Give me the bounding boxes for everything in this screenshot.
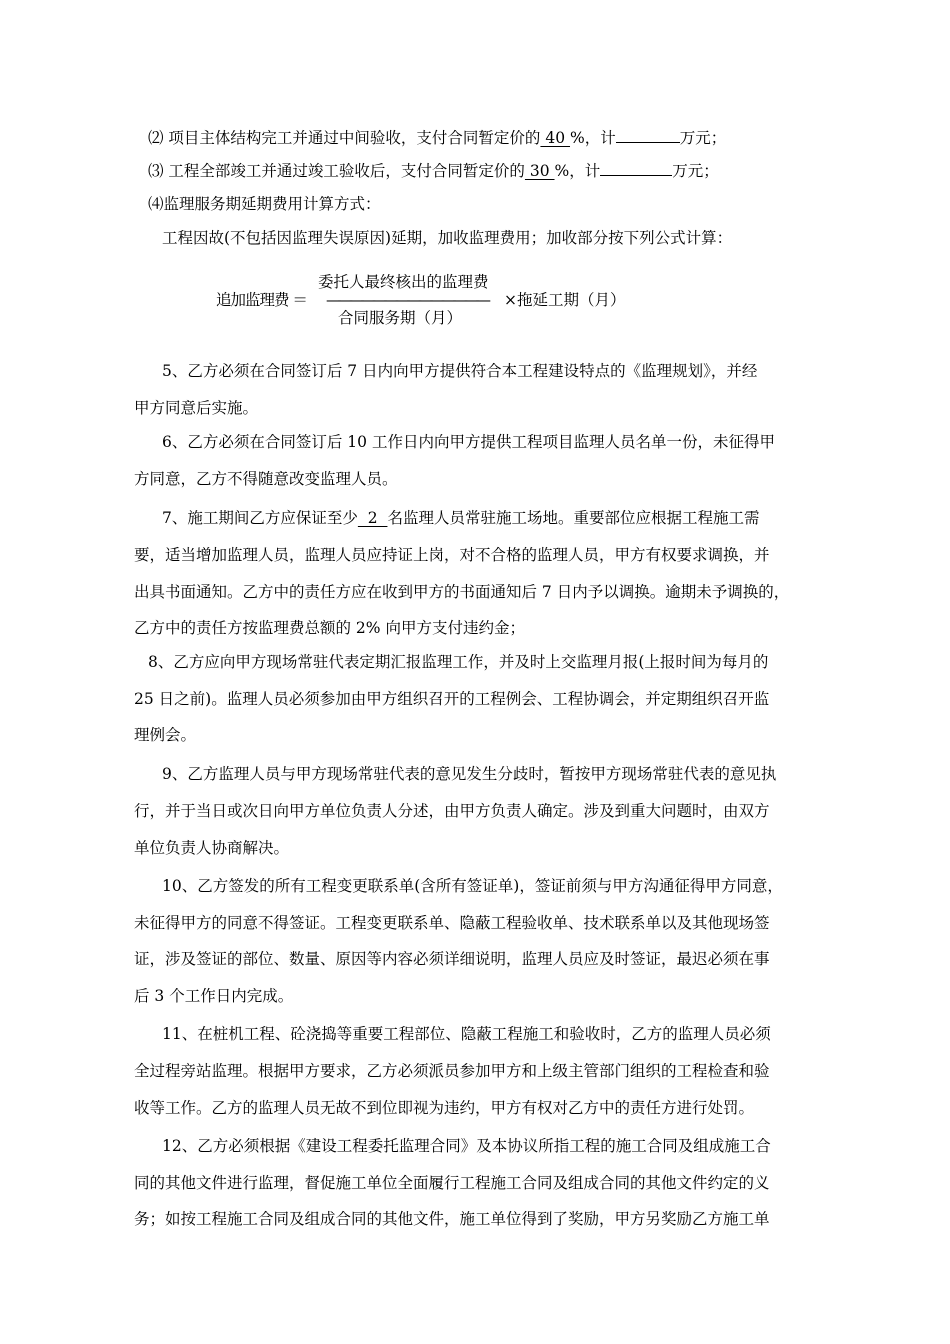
clause-9-line-3: 单位负责人协商解决。 (134, 839, 290, 857)
clause-6-line-2: 方同意，乙方不得随意改变监理人员。 (134, 470, 398, 488)
payment-item-4: ⑷监理服务期延期费用计算方式： (148, 195, 381, 213)
formula-fraction-bar: —————————————— (326, 291, 487, 309)
formula-lhs: 追加监理费 ＝ (216, 291, 307, 309)
formula-denominator: 合同服务期（月） (338, 309, 463, 327)
formula-numerator: 委托人最终核出的监理费 (318, 273, 489, 291)
clause-11-line-2: 全过程旁站监理。根据甲方要求，乙方必须派员参加甲方和上级主管部门组织的工程检查和验 (134, 1062, 770, 1080)
percentage-40: 40 (540, 129, 571, 147)
clause-11-line-1: 11、在桩机工程、砼浇捣等重要工程部位、隐蔽工程施工和验收时，乙方的监理人员必须 (162, 1025, 771, 1043)
percentage-30: 30 (524, 162, 555, 180)
clause-6-line-1: 6、乙方必须在合同签订后 10 工作日内向甲方提供工程项目监理人员名单一份，未征得甲 (162, 433, 775, 451)
clause-9-line-1: 9、乙方监理人员与甲方现场常驻代表的意见发生分歧时，暂按甲方现场常驻代表的意见执 (162, 765, 777, 783)
clause-8-line-2: 25 日之前)。监理人员必须参加由甲方组织召开的工程例会、工程协调会，并定期组织召开监 (134, 690, 770, 708)
clause-12-line-3: 务；如按工程施工合同及组成合同的其他文件，施工单位得到了奖励，甲方另奖励乙方施工单 (134, 1210, 770, 1228)
clause-10-line-4: 后 3 个工作日内完成。 (134, 987, 294, 1005)
clause-8-line-1: 8、乙方应向甲方现场常驻代表定期汇报监理工作，并及时上交监理月报(上报时间为每月的 (148, 653, 769, 671)
formula-rhs: ×拖延工期（月） (504, 291, 626, 309)
payment-item-2: ⑵ 项目主体结构完工并通过中间验收，支付合同暂定价的 40 %，计 万元； (148, 129, 727, 147)
clause-11-line-3: 收等工作。乙方的监理人员无故不到位即视为违约，甲方有权对乙方中的责任方进行处罚。 (134, 1099, 755, 1117)
clause-10-line-1: 10、乙方签发的所有工程变更联系单(含所有签证单)，签证前须与甲方沟通征得甲方同意， (162, 877, 783, 895)
clause-7-line-3: 出具书面通知。乙方中的责任方应在收到甲方的书面通知后 7 日内予以调换。逾期未予调换的， (134, 583, 790, 601)
payment-item-3: ⑶ 工程全部竣工并通过竣工验收后，支付合同暂定价的 30 %，计 万元； (148, 162, 719, 180)
clause-10-line-2: 未征得甲方的同意不得签证。工程变更联系单、隐蔽工程验收单、技术联系单以及其他现场签 (134, 914, 770, 932)
amount-blank (616, 127, 680, 143)
clause-7-line-4: 乙方中的责任方按监理费总额的 2% 向甲方支付违约金； (134, 619, 525, 637)
clause-7-line-2: 要，适当增加监理人员，监理人员应持证上岗，对不合格的监理人员，甲方有权要求调换，并 (134, 546, 770, 564)
clause-7-line-1: 7、施工期间乙方应保证至少 2 名监理人员常驻施工场地。重要部位应根据工程施工需 (162, 509, 760, 527)
staff-count: 2 (357, 509, 388, 527)
clause-9-line-2: 行，并于当日或次日向甲方单位负责人分述，由甲方负责人确定。涉及到重大问题时，由双方 (134, 802, 770, 820)
clause-5-line-1: 5、乙方必须在合同签订后 7 日内向甲方提供符合本工程建设特点的《监理规划》，并经 (162, 362, 758, 380)
clause-10-line-3: 证，涉及签证的部位、数量、原因等内容必须详细说明，监理人员应及时签证，最迟必须在事 (134, 950, 770, 968)
delay-fee-description: 工程因故(不包括因监理失误原因)延期，加收监理费用；加收部分按下列公式计算： (162, 229, 733, 247)
clause-12-line-2: 同的其他文件进行监理，督促施工单位全面履行工程施工合同及组成合同的其他文件约定的义 (134, 1174, 770, 1192)
clause-8-line-3: 理例会。 (134, 726, 197, 744)
amount-blank (600, 160, 672, 176)
clause-12-line-1: 12、乙方必须根据《建设工程委托监理合同》及本协议所指工程的施工合同及组成施工合 (162, 1137, 771, 1155)
clause-5-line-2: 甲方同意后实施。 (134, 399, 259, 417)
